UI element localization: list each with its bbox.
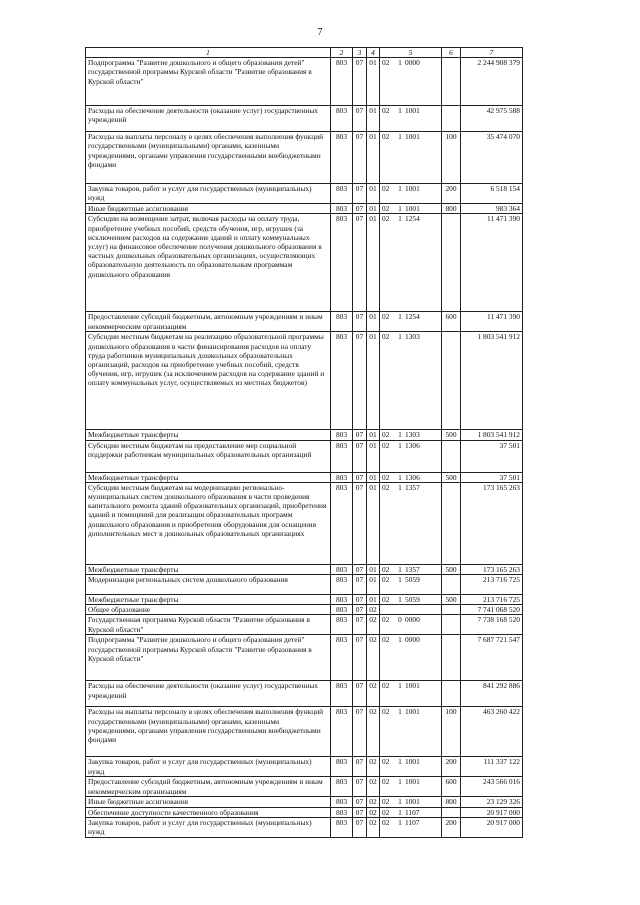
cell-section-code: 07 bbox=[353, 332, 367, 430]
cell-subsection-code: 01 bbox=[367, 575, 380, 595]
table-row bbox=[86, 132, 523, 184]
row-description: Расходы на обеспечение деятельности (оказание услуг) государственных учреждений bbox=[86, 681, 331, 707]
cell-target-article bbox=[380, 807, 442, 817]
row-description: Закупка товаров, работ и услуг для государственных (муниципальных) нужд bbox=[86, 817, 331, 837]
cell-target-article bbox=[380, 58, 442, 106]
target-article-part: 02 bbox=[382, 777, 390, 787]
cell-subsection-code: 02 bbox=[367, 635, 380, 681]
target-article-part: 02 bbox=[382, 575, 390, 585]
target-article-part: 1306 bbox=[405, 440, 420, 450]
row-description: Предоставление субсидий бюджетным, автономным учреждениям и иным некоммерческим организациям bbox=[86, 312, 331, 332]
table-row bbox=[86, 482, 523, 564]
target-article-part: 02 bbox=[382, 440, 390, 450]
target-article-part: 02 bbox=[382, 564, 390, 574]
table-row bbox=[86, 797, 523, 807]
target-article-part: 1 bbox=[398, 132, 402, 142]
cell-expense-type bbox=[442, 615, 461, 635]
cell-amount: 213 716 725 bbox=[461, 595, 523, 605]
target-article-part: 1001 bbox=[405, 707, 420, 717]
target-article-part: 0000 bbox=[405, 615, 420, 625]
target-article-part: 0000 bbox=[405, 635, 420, 645]
cell-section-code: 07 bbox=[353, 797, 367, 807]
target-article-part: 02 bbox=[382, 595, 390, 605]
cell-amount: 213 716 725 bbox=[461, 575, 523, 595]
table-row bbox=[86, 58, 523, 106]
cell-ministry-code: 803 bbox=[331, 132, 353, 184]
target-article-part: 02 bbox=[382, 757, 390, 767]
row-description: Расходы на выплаты персоналу в целях обеспечения выполнения функций государственными (муниципальными) органами, казенными учреждениями, органами управления государственными внебюджетными фондами bbox=[86, 707, 331, 757]
cell-subsection-code: 01 bbox=[367, 184, 380, 204]
cell-subsection-code: 02 bbox=[367, 807, 380, 817]
cell-subsection-code: 01 bbox=[367, 332, 380, 430]
cell-section-code: 07 bbox=[353, 58, 367, 106]
row-description: Обеспечение доступности качественного образования bbox=[86, 807, 331, 817]
cell-ministry-code: 803 bbox=[331, 312, 353, 332]
target-article-part: 1 bbox=[398, 635, 402, 645]
cell-amount: 6 518 154 bbox=[461, 184, 523, 204]
cell-amount: 1 803 541 912 bbox=[461, 332, 523, 430]
cell-expense-type bbox=[442, 605, 461, 615]
row-description: Государственная программа Курской области "Развитие образования в Курской области" bbox=[86, 615, 331, 635]
col-header: 4 bbox=[367, 48, 380, 58]
cell-section-code: 07 bbox=[353, 757, 367, 777]
row-description: Подпрограмма "Развитие дошкольного и общего образования детей" государственной программы Курской области "Развитие образования в Курской области" bbox=[86, 58, 331, 106]
row-description: Иные бюджетные ассигнования bbox=[86, 204, 331, 214]
target-article-part: 5059 bbox=[405, 595, 420, 605]
col-header: 6 bbox=[442, 48, 461, 58]
cell-section-code: 07 bbox=[353, 430, 367, 440]
target-article-part: 02 bbox=[382, 204, 390, 214]
target-article-part: 1254 bbox=[405, 214, 420, 224]
target-article-part: 02 bbox=[382, 681, 390, 691]
target-article-part: 1 bbox=[398, 430, 402, 440]
target-article-part: 1 bbox=[398, 807, 402, 817]
col-header: 2 bbox=[331, 48, 353, 58]
cell-target-article bbox=[380, 482, 442, 564]
cell-amount: 1 803 541 912 bbox=[461, 430, 523, 440]
target-article-part: 1 bbox=[398, 312, 402, 322]
target-article-part: 1 bbox=[398, 184, 402, 194]
target-article-part: 02 bbox=[382, 184, 390, 194]
cell-ministry-code: 803 bbox=[331, 615, 353, 635]
cell-section-code: 07 bbox=[353, 707, 367, 757]
cell-subsection-code: 01 bbox=[367, 312, 380, 332]
cell-amount: 173 165 263 bbox=[461, 482, 523, 564]
target-article-part: 02 bbox=[382, 214, 390, 224]
target-article-part: 1 bbox=[398, 106, 402, 116]
target-article-part: 1 bbox=[398, 757, 402, 767]
cell-target-article bbox=[380, 312, 442, 332]
target-article-part: 1 bbox=[398, 707, 402, 717]
cell-section-code: 07 bbox=[353, 681, 367, 707]
table-row bbox=[86, 595, 523, 605]
target-article-part: 1 bbox=[398, 777, 402, 787]
row-description: Предоставление субсидий бюджетным, автономным учреждениям и иным некоммерческим организациям bbox=[86, 777, 331, 797]
page-number: 7 bbox=[317, 27, 323, 38]
row-description: Межбюджетные трансферты bbox=[86, 564, 331, 574]
table-row bbox=[86, 184, 523, 204]
cell-expense-type: 100 bbox=[442, 132, 461, 184]
cell-amount: 841 292 886 bbox=[461, 681, 523, 707]
target-article-part: 1001 bbox=[405, 777, 420, 787]
cell-expense-type bbox=[442, 58, 461, 106]
table-row bbox=[86, 635, 523, 681]
cell-expense-type: 600 bbox=[442, 312, 461, 332]
cell-amount: 7 741 068 520 bbox=[461, 605, 523, 615]
target-article-part: 1 bbox=[398, 681, 402, 691]
cell-amount: 2 244 908 379 bbox=[461, 58, 523, 106]
cell-expense-type bbox=[442, 482, 461, 564]
table-row bbox=[86, 440, 523, 472]
cell-subsection-code: 01 bbox=[367, 430, 380, 440]
target-article-part: 02 bbox=[382, 817, 390, 827]
cell-section-code: 07 bbox=[353, 807, 367, 817]
cell-section-code: 07 bbox=[353, 575, 367, 595]
target-article-part: 02 bbox=[382, 635, 390, 645]
row-description: Закупка товаров, работ и услуг для государственных (муниципальных) нужд bbox=[86, 757, 331, 777]
cell-amount: 7 687 721 547 bbox=[461, 635, 523, 681]
cell-ministry-code: 803 bbox=[331, 777, 353, 797]
cell-ministry-code: 803 bbox=[331, 817, 353, 837]
target-article-part: 1001 bbox=[405, 797, 420, 807]
table-row bbox=[86, 707, 523, 757]
target-article-part: 1 bbox=[398, 482, 402, 492]
col-header: 5 bbox=[380, 48, 442, 58]
target-article-part: 1001 bbox=[405, 132, 420, 142]
target-article-part: 1 bbox=[398, 204, 402, 214]
target-article-part: 02 bbox=[382, 430, 390, 440]
target-article-part: 1 bbox=[398, 58, 402, 68]
cell-ministry-code: 803 bbox=[331, 797, 353, 807]
cell-expense-type: 500 bbox=[442, 595, 461, 605]
cell-target-article bbox=[380, 817, 442, 837]
cell-expense-type bbox=[442, 575, 461, 595]
cell-subsection-code: 01 bbox=[367, 482, 380, 564]
cell-ministry-code: 803 bbox=[331, 204, 353, 214]
cell-section-code: 07 bbox=[353, 777, 367, 797]
table-row bbox=[86, 777, 523, 797]
cell-target-article bbox=[380, 635, 442, 681]
target-article-part: 1 bbox=[398, 575, 402, 585]
target-article-part: 1 bbox=[398, 332, 402, 342]
budget-table bbox=[85, 47, 523, 838]
cell-ministry-code: 803 bbox=[331, 707, 353, 757]
cell-section-code: 07 bbox=[353, 440, 367, 472]
cell-amount: 463 260 422 bbox=[461, 707, 523, 757]
cell-subsection-code: 01 bbox=[367, 106, 380, 132]
table-row bbox=[86, 605, 523, 615]
cell-expense-type bbox=[442, 681, 461, 707]
cell-subsection-code: 01 bbox=[367, 472, 380, 482]
cell-subsection-code: 01 bbox=[367, 204, 380, 214]
cell-ministry-code: 803 bbox=[331, 575, 353, 595]
row-description: Расходы на обеспечение деятельности (оказание услуг) государственных учреждений bbox=[86, 106, 331, 132]
cell-amount: 11 471 390 bbox=[461, 214, 523, 312]
cell-target-article bbox=[380, 575, 442, 595]
cell-ministry-code: 803 bbox=[331, 482, 353, 564]
cell-expense-type: 200 bbox=[442, 184, 461, 204]
table-row bbox=[86, 807, 523, 817]
cell-section-code: 07 bbox=[353, 312, 367, 332]
cell-expense-type: 200 bbox=[442, 817, 461, 837]
cell-target-article bbox=[380, 214, 442, 312]
cell-ministry-code: 803 bbox=[331, 564, 353, 574]
target-article-part: 5059 bbox=[405, 575, 420, 585]
cell-expense-type bbox=[442, 214, 461, 312]
row-description: Межбюджетные трансферты bbox=[86, 595, 331, 605]
cell-subsection-code: 02 bbox=[367, 797, 380, 807]
row-description: Межбюджетные трансферты bbox=[86, 472, 331, 482]
col-header: 3 bbox=[353, 48, 367, 58]
target-article-part: 0000 bbox=[405, 58, 420, 68]
cell-expense-type bbox=[442, 440, 461, 472]
cell-subsection-code: 01 bbox=[367, 214, 380, 312]
header-row bbox=[86, 48, 523, 58]
cell-amount: 20 917 000 bbox=[461, 817, 523, 837]
cell-ministry-code: 803 bbox=[331, 807, 353, 817]
target-article-part: 1001 bbox=[405, 106, 420, 116]
cell-amount: 42 975 588 bbox=[461, 106, 523, 132]
target-article-part: 1306 bbox=[405, 472, 420, 482]
cell-ministry-code: 803 bbox=[331, 757, 353, 777]
cell-expense-type: 100 bbox=[442, 707, 461, 757]
target-article-part: 1357 bbox=[405, 482, 420, 492]
cell-target-article bbox=[380, 430, 442, 440]
cell-target-article bbox=[380, 204, 442, 214]
cell-target-article bbox=[380, 472, 442, 482]
cell-expense-type bbox=[442, 106, 461, 132]
target-article-part: 02 bbox=[382, 807, 390, 817]
target-article-part: 1 bbox=[398, 797, 402, 807]
target-article-part: 02 bbox=[382, 332, 390, 342]
cell-section-code: 07 bbox=[353, 214, 367, 312]
target-article-part: 02 bbox=[382, 106, 390, 116]
cell-expense-type: 500 bbox=[442, 564, 461, 574]
cell-subsection-code: 02 bbox=[367, 605, 380, 615]
col-header: 1 bbox=[86, 48, 331, 58]
target-article-part: 02 bbox=[382, 797, 390, 807]
target-article-part: 1107 bbox=[405, 807, 420, 817]
cell-target-article bbox=[380, 757, 442, 777]
cell-subsection-code: 02 bbox=[367, 757, 380, 777]
target-article-part: 1303 bbox=[405, 430, 420, 440]
cell-ministry-code: 803 bbox=[331, 214, 353, 312]
target-article-part: 1357 bbox=[405, 564, 420, 574]
row-description: Субсидии местным бюджетам на реализацию образовательной программы дошкольного образования в части финансирования расходов на оплату труда работников муниципальных дошкольных образовательных организаций, расходов на приобретение учебных пособий, средств обучения, игр, игрушек (за исключением расходов на содержание зданий и оплату коммунальных услуг, осуществляемых из местных бюджетов) bbox=[86, 332, 331, 430]
row-description: Закупка товаров, работ и услуг для государственных (муниципальных) нужд bbox=[86, 184, 331, 204]
cell-amount: 983 364 bbox=[461, 204, 523, 214]
cell-subsection-code: 01 bbox=[367, 564, 380, 574]
target-article-part: 1303 bbox=[405, 332, 420, 342]
target-article-part: 1 bbox=[398, 472, 402, 482]
row-description: Субсидии местным бюджетам на предоставление мер социальной поддержки работникам муниципальных образовательных организаций bbox=[86, 440, 331, 472]
cell-section-code: 07 bbox=[353, 472, 367, 482]
cell-subsection-code: 01 bbox=[367, 58, 380, 106]
cell-subsection-code: 02 bbox=[367, 817, 380, 837]
cell-ministry-code: 803 bbox=[331, 332, 353, 430]
cell-expense-type bbox=[442, 807, 461, 817]
target-article-part: 1 bbox=[398, 595, 402, 605]
cell-target-article bbox=[380, 777, 442, 797]
row-description: Общее образование bbox=[86, 605, 331, 615]
cell-section-code: 07 bbox=[353, 595, 367, 605]
cell-amount: 7 738 168 520 bbox=[461, 615, 523, 635]
cell-target-article bbox=[380, 707, 442, 757]
row-description: Модернизация региональных систем дошкольного образования bbox=[86, 575, 331, 595]
cell-section-code: 07 bbox=[353, 635, 367, 681]
target-article-part: 1254 bbox=[405, 312, 420, 322]
target-article-part: 1001 bbox=[405, 681, 420, 691]
cell-subsection-code: 02 bbox=[367, 615, 380, 635]
cell-section-code: 07 bbox=[353, 106, 367, 132]
table-row bbox=[86, 312, 523, 332]
table-row bbox=[86, 430, 523, 440]
table-row bbox=[86, 332, 523, 430]
cell-target-article bbox=[380, 332, 442, 430]
target-article-part: 02 bbox=[382, 615, 390, 625]
target-article-part: 1 bbox=[398, 564, 402, 574]
cell-target-article bbox=[380, 605, 442, 615]
cell-target-article bbox=[380, 615, 442, 635]
cell-ministry-code: 803 bbox=[331, 440, 353, 472]
cell-ministry-code: 803 bbox=[331, 106, 353, 132]
target-article-part: 1001 bbox=[405, 204, 420, 214]
cell-ministry-code: 803 bbox=[331, 605, 353, 615]
cell-amount: 173 165 263 bbox=[461, 564, 523, 574]
cell-expense-type bbox=[442, 635, 461, 681]
cell-subsection-code: 01 bbox=[367, 440, 380, 472]
col-header: 7 bbox=[461, 48, 523, 58]
target-article-part: 02 bbox=[382, 482, 390, 492]
cell-target-article bbox=[380, 595, 442, 605]
target-article-part: 02 bbox=[382, 58, 390, 68]
cell-section-code: 07 bbox=[353, 184, 367, 204]
cell-amount: 243 566 016 bbox=[461, 777, 523, 797]
cell-expense-type: 200 bbox=[442, 757, 461, 777]
cell-expense-type: 500 bbox=[442, 430, 461, 440]
cell-target-article bbox=[380, 681, 442, 707]
cell-expense-type bbox=[442, 332, 461, 430]
cell-subsection-code: 02 bbox=[367, 707, 380, 757]
table-row bbox=[86, 472, 523, 482]
cell-section-code: 07 bbox=[353, 605, 367, 615]
row-description: Расходы на выплаты персоналу в целях обеспечения выполнения функций государственными (муниципальными) органами, казенными учреждениями, органами управления государственными внебюджетными фондами bbox=[86, 132, 331, 184]
cell-expense-type: 800 bbox=[442, 204, 461, 214]
cell-amount: 35 474 070 bbox=[461, 132, 523, 184]
row-description: Подпрограмма "Развитие дошкольного и общего образования детей" государственной программы Курской области "Развитие образования в Курской области" bbox=[86, 635, 331, 681]
target-article-part: 1001 bbox=[405, 184, 420, 194]
table-row bbox=[86, 681, 523, 707]
cell-section-code: 07 bbox=[353, 615, 367, 635]
cell-ministry-code: 803 bbox=[331, 635, 353, 681]
cell-target-article bbox=[380, 564, 442, 574]
target-article-part: 02 bbox=[382, 312, 390, 322]
cell-ministry-code: 803 bbox=[331, 430, 353, 440]
target-article-part: 1107 bbox=[405, 817, 420, 827]
cell-amount: 37 501 bbox=[461, 472, 523, 482]
cell-subsection-code: 01 bbox=[367, 595, 380, 605]
cell-amount: 37 501 bbox=[461, 440, 523, 472]
target-article-part: 02 bbox=[382, 132, 390, 142]
cell-target-article bbox=[380, 797, 442, 807]
cell-ministry-code: 803 bbox=[331, 58, 353, 106]
cell-ministry-code: 803 bbox=[331, 595, 353, 605]
row-description: Иные бюджетные ассигнования bbox=[86, 797, 331, 807]
target-article-part: 1 bbox=[398, 817, 402, 827]
cell-section-code: 07 bbox=[353, 482, 367, 564]
cell-amount: 11 471 390 bbox=[461, 312, 523, 332]
cell-section-code: 07 bbox=[353, 564, 367, 574]
table-row bbox=[86, 106, 523, 132]
cell-amount: 111 337 122 bbox=[461, 757, 523, 777]
cell-target-article bbox=[380, 184, 442, 204]
cell-expense-type: 800 bbox=[442, 797, 461, 807]
cell-expense-type: 600 bbox=[442, 777, 461, 797]
target-article-part: 1001 bbox=[405, 757, 420, 767]
cell-target-article bbox=[380, 440, 442, 472]
cell-section-code: 07 bbox=[353, 132, 367, 184]
target-article-part: 02 bbox=[382, 472, 390, 482]
cell-subsection-code: 01 bbox=[367, 132, 380, 184]
target-article-part: 1 bbox=[398, 440, 402, 450]
target-article-part: 0 bbox=[398, 615, 402, 625]
target-article-part: 02 bbox=[382, 707, 390, 717]
cell-amount: 23 129 326 bbox=[461, 797, 523, 807]
table-body bbox=[86, 58, 523, 838]
cell-ministry-code: 803 bbox=[331, 184, 353, 204]
cell-ministry-code: 803 bbox=[331, 681, 353, 707]
cell-subsection-code: 02 bbox=[367, 777, 380, 797]
cell-section-code: 07 bbox=[353, 817, 367, 837]
table-row bbox=[86, 817, 523, 837]
row-description: Субсидии местным бюджетам на модернизацию регионально-муниципальных систем дошкольного образования в части проведения капитального ремонта зданий образовательных организаций, приобретения зданий и помещений для реализации образовательных программ дошкольного образования и приобретения оборудования для оснащения дополнительных мест в дошкольных образовательных организациях bbox=[86, 482, 331, 564]
row-description: Межбюджетные трансферты bbox=[86, 430, 331, 440]
table-row bbox=[86, 564, 523, 574]
table-row bbox=[86, 615, 523, 635]
cell-subsection-code: 02 bbox=[367, 681, 380, 707]
row-description: Субсидии на возмещение затрат, включая расходы на оплату труда, приобретение учебных пособий, средств обучения, игр, игрушек (за исключением расходов на содержание зданий и оплату коммунальных услуг) на финансовое обеспечение получения дошкольного образования в частных дошкольных образовательных организациях, осуществляющих образовательную деятельность по образовательным программам дошкольного образования bbox=[86, 214, 331, 312]
cell-target-article bbox=[380, 132, 442, 184]
table-row bbox=[86, 214, 523, 312]
target-article-part: 1 bbox=[398, 214, 402, 224]
table-row bbox=[86, 575, 523, 595]
cell-expense-type: 500 bbox=[442, 472, 461, 482]
cell-ministry-code: 803 bbox=[331, 472, 353, 482]
cell-amount: 20 917 000 bbox=[461, 807, 523, 817]
table-row bbox=[86, 757, 523, 777]
cell-section-code: 07 bbox=[353, 204, 367, 214]
table-row bbox=[86, 204, 523, 214]
cell-target-article bbox=[380, 106, 442, 132]
